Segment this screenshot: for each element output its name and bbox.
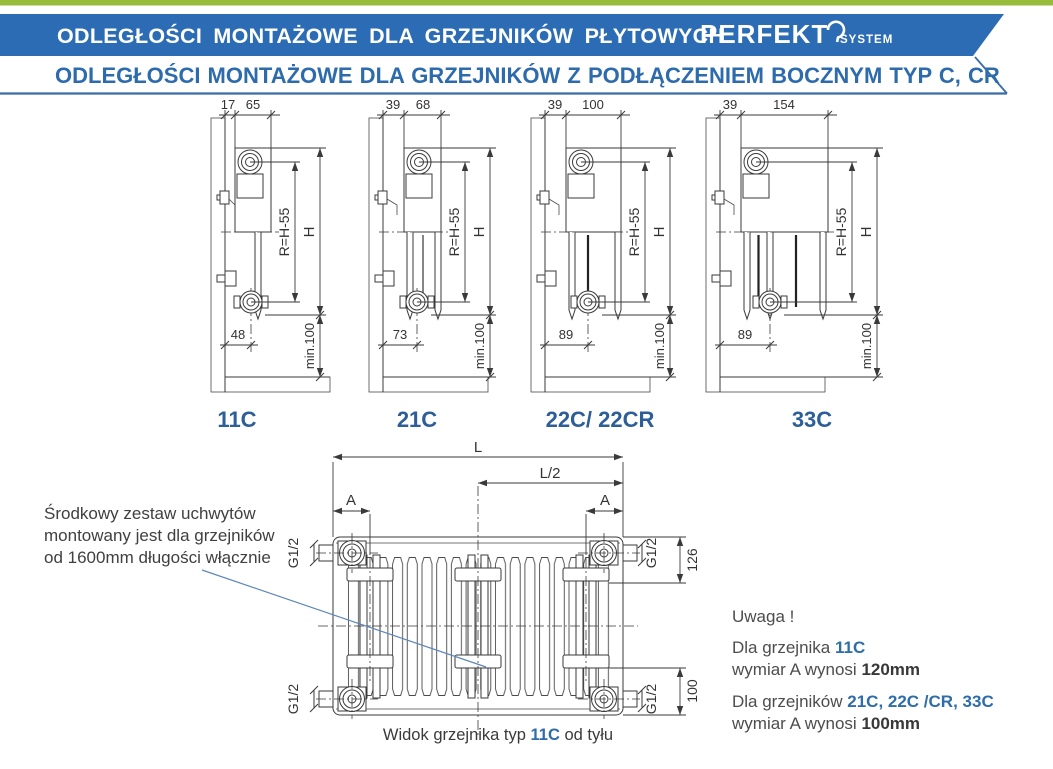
thread-label-top-right: G1/2 bbox=[643, 537, 659, 569]
attention-text: Dla grzejników bbox=[732, 692, 848, 711]
wall-brackets bbox=[217, 191, 236, 286]
radiator-body bbox=[716, 148, 836, 353]
bracket-note-line: Środkowy zestaw uchwytów bbox=[44, 504, 256, 523]
dim-pipe-offset: 89 bbox=[737, 327, 753, 342]
page-title: ODLEGŁOŚCI MONTAŻOWE DLA GRZEJNIKÓW PŁYTOWYCH bbox=[57, 24, 725, 48]
dim-wall-offset: 39 bbox=[547, 97, 563, 112]
radiator-body bbox=[541, 148, 629, 353]
panel bbox=[615, 232, 621, 319]
page-subtitle: ODLEGŁOŚCI MONTAŻOWE DLA GRZEJNIKÓW Z PODŁĄCZENIEM BOCZNYM TYP C, CR bbox=[55, 63, 1000, 88]
attention-text: Dla grzejnika bbox=[732, 638, 835, 657]
side-view-22c bbox=[515, 95, 715, 435]
bracket-note-line: montowany jest dla grzejników bbox=[44, 526, 275, 545]
dimensions bbox=[219, 97, 326, 381]
dimensions bbox=[714, 97, 883, 381]
dim-pipe-offset: 73 bbox=[392, 327, 408, 342]
caption-text: Widok grzejnika typ bbox=[382, 726, 531, 744]
dim-height: H bbox=[858, 226, 875, 238]
type-label-21c: 21C bbox=[396, 407, 438, 432]
dim-height: H bbox=[651, 226, 668, 238]
page-header bbox=[0, 0, 1053, 96]
dim-height: H bbox=[301, 226, 318, 238]
dim-bottom-hook: 100 bbox=[684, 679, 700, 703]
type-label-11c: 11C bbox=[217, 407, 257, 432]
dim-half-length: L/2 bbox=[539, 465, 561, 482]
side-view-33c bbox=[690, 95, 890, 435]
rear-view-caption bbox=[278, 726, 718, 745]
radiator-types: 11C bbox=[835, 638, 866, 657]
dim-height: H bbox=[471, 226, 488, 238]
thread-label-bottom-left: G1/2 bbox=[285, 683, 301, 715]
attention-title: Uwaga ! bbox=[732, 607, 795, 626]
dim-pipe-offset: 48 bbox=[230, 327, 246, 342]
dim-length: L bbox=[473, 439, 483, 456]
attention-item1-line2 bbox=[732, 659, 994, 681]
attention-text: wymiar A wynosi bbox=[732, 714, 862, 733]
dim-radius: R=H-55 bbox=[276, 207, 292, 257]
attention-text: wymiar A wynosi bbox=[732, 660, 862, 679]
radiator-body bbox=[379, 148, 449, 353]
dim-pipe-offset: 89 bbox=[558, 327, 574, 342]
dim-bracket-offset-right: A bbox=[599, 492, 611, 509]
dim-bracket-offset-left: A bbox=[345, 492, 357, 509]
dim-depth: 68 bbox=[415, 97, 431, 112]
dim-wall-offset: 39 bbox=[385, 97, 401, 112]
dim-radius: R=H-55 bbox=[833, 207, 849, 257]
panel bbox=[744, 232, 750, 319]
dim-radius: R=H-55 bbox=[446, 207, 462, 257]
thread-label-top-left: G1/2 bbox=[285, 537, 301, 569]
bracket-note-line: od 1600mm długości włącznie bbox=[44, 548, 271, 567]
radiator-body bbox=[221, 148, 279, 353]
bracket-note bbox=[44, 503, 275, 569]
dim-wall-offset: 17 bbox=[220, 97, 236, 112]
dim-floor-clearance: min.100 bbox=[302, 322, 317, 370]
panel bbox=[820, 232, 826, 319]
spacer bbox=[732, 681, 994, 691]
wall-brackets bbox=[375, 191, 397, 286]
dim-depth: 65 bbox=[245, 97, 261, 112]
panel bbox=[435, 232, 441, 319]
dim-depth: 154 bbox=[773, 97, 795, 112]
caption-type: 11C bbox=[530, 726, 560, 744]
dim-wall-offset: 39 bbox=[722, 97, 738, 112]
dim-floor-clearance: min.100 bbox=[859, 322, 874, 370]
dimension-value: 100mm bbox=[861, 714, 921, 733]
thread-label-bottom-right: G1/2 bbox=[643, 683, 659, 715]
type-label-33c: 33C bbox=[791, 407, 833, 432]
caption-text: od tyłu bbox=[559, 726, 614, 744]
radiator-types: 21C, 22C /CR, 33C bbox=[847, 692, 994, 711]
attention-item1-line1 bbox=[732, 637, 994, 659]
type-label-22c: 22C/ 22CR bbox=[545, 407, 655, 432]
green-top-bar bbox=[0, 0, 1053, 6]
brand-sub: SYSTEM bbox=[840, 34, 894, 46]
wall-brackets bbox=[712, 191, 734, 286]
dimension-value: 120mm bbox=[861, 660, 921, 679]
dim-floor-clearance: min.100 bbox=[652, 322, 667, 370]
wall-brackets bbox=[537, 191, 559, 286]
dim-floor-clearance: min.100 bbox=[472, 322, 487, 370]
dim-depth: 100 bbox=[582, 97, 604, 112]
attention-item2-line2 bbox=[732, 713, 994, 735]
dim-top-hook: 126 bbox=[684, 548, 700, 572]
dimensions bbox=[539, 97, 676, 381]
brand-logo: PERFEKT bbox=[700, 19, 829, 49]
dim-radius: R=H-55 bbox=[626, 207, 642, 257]
attention-item2-line1 bbox=[732, 691, 994, 713]
attention-note bbox=[732, 606, 994, 735]
leader-line bbox=[196, 560, 492, 672]
